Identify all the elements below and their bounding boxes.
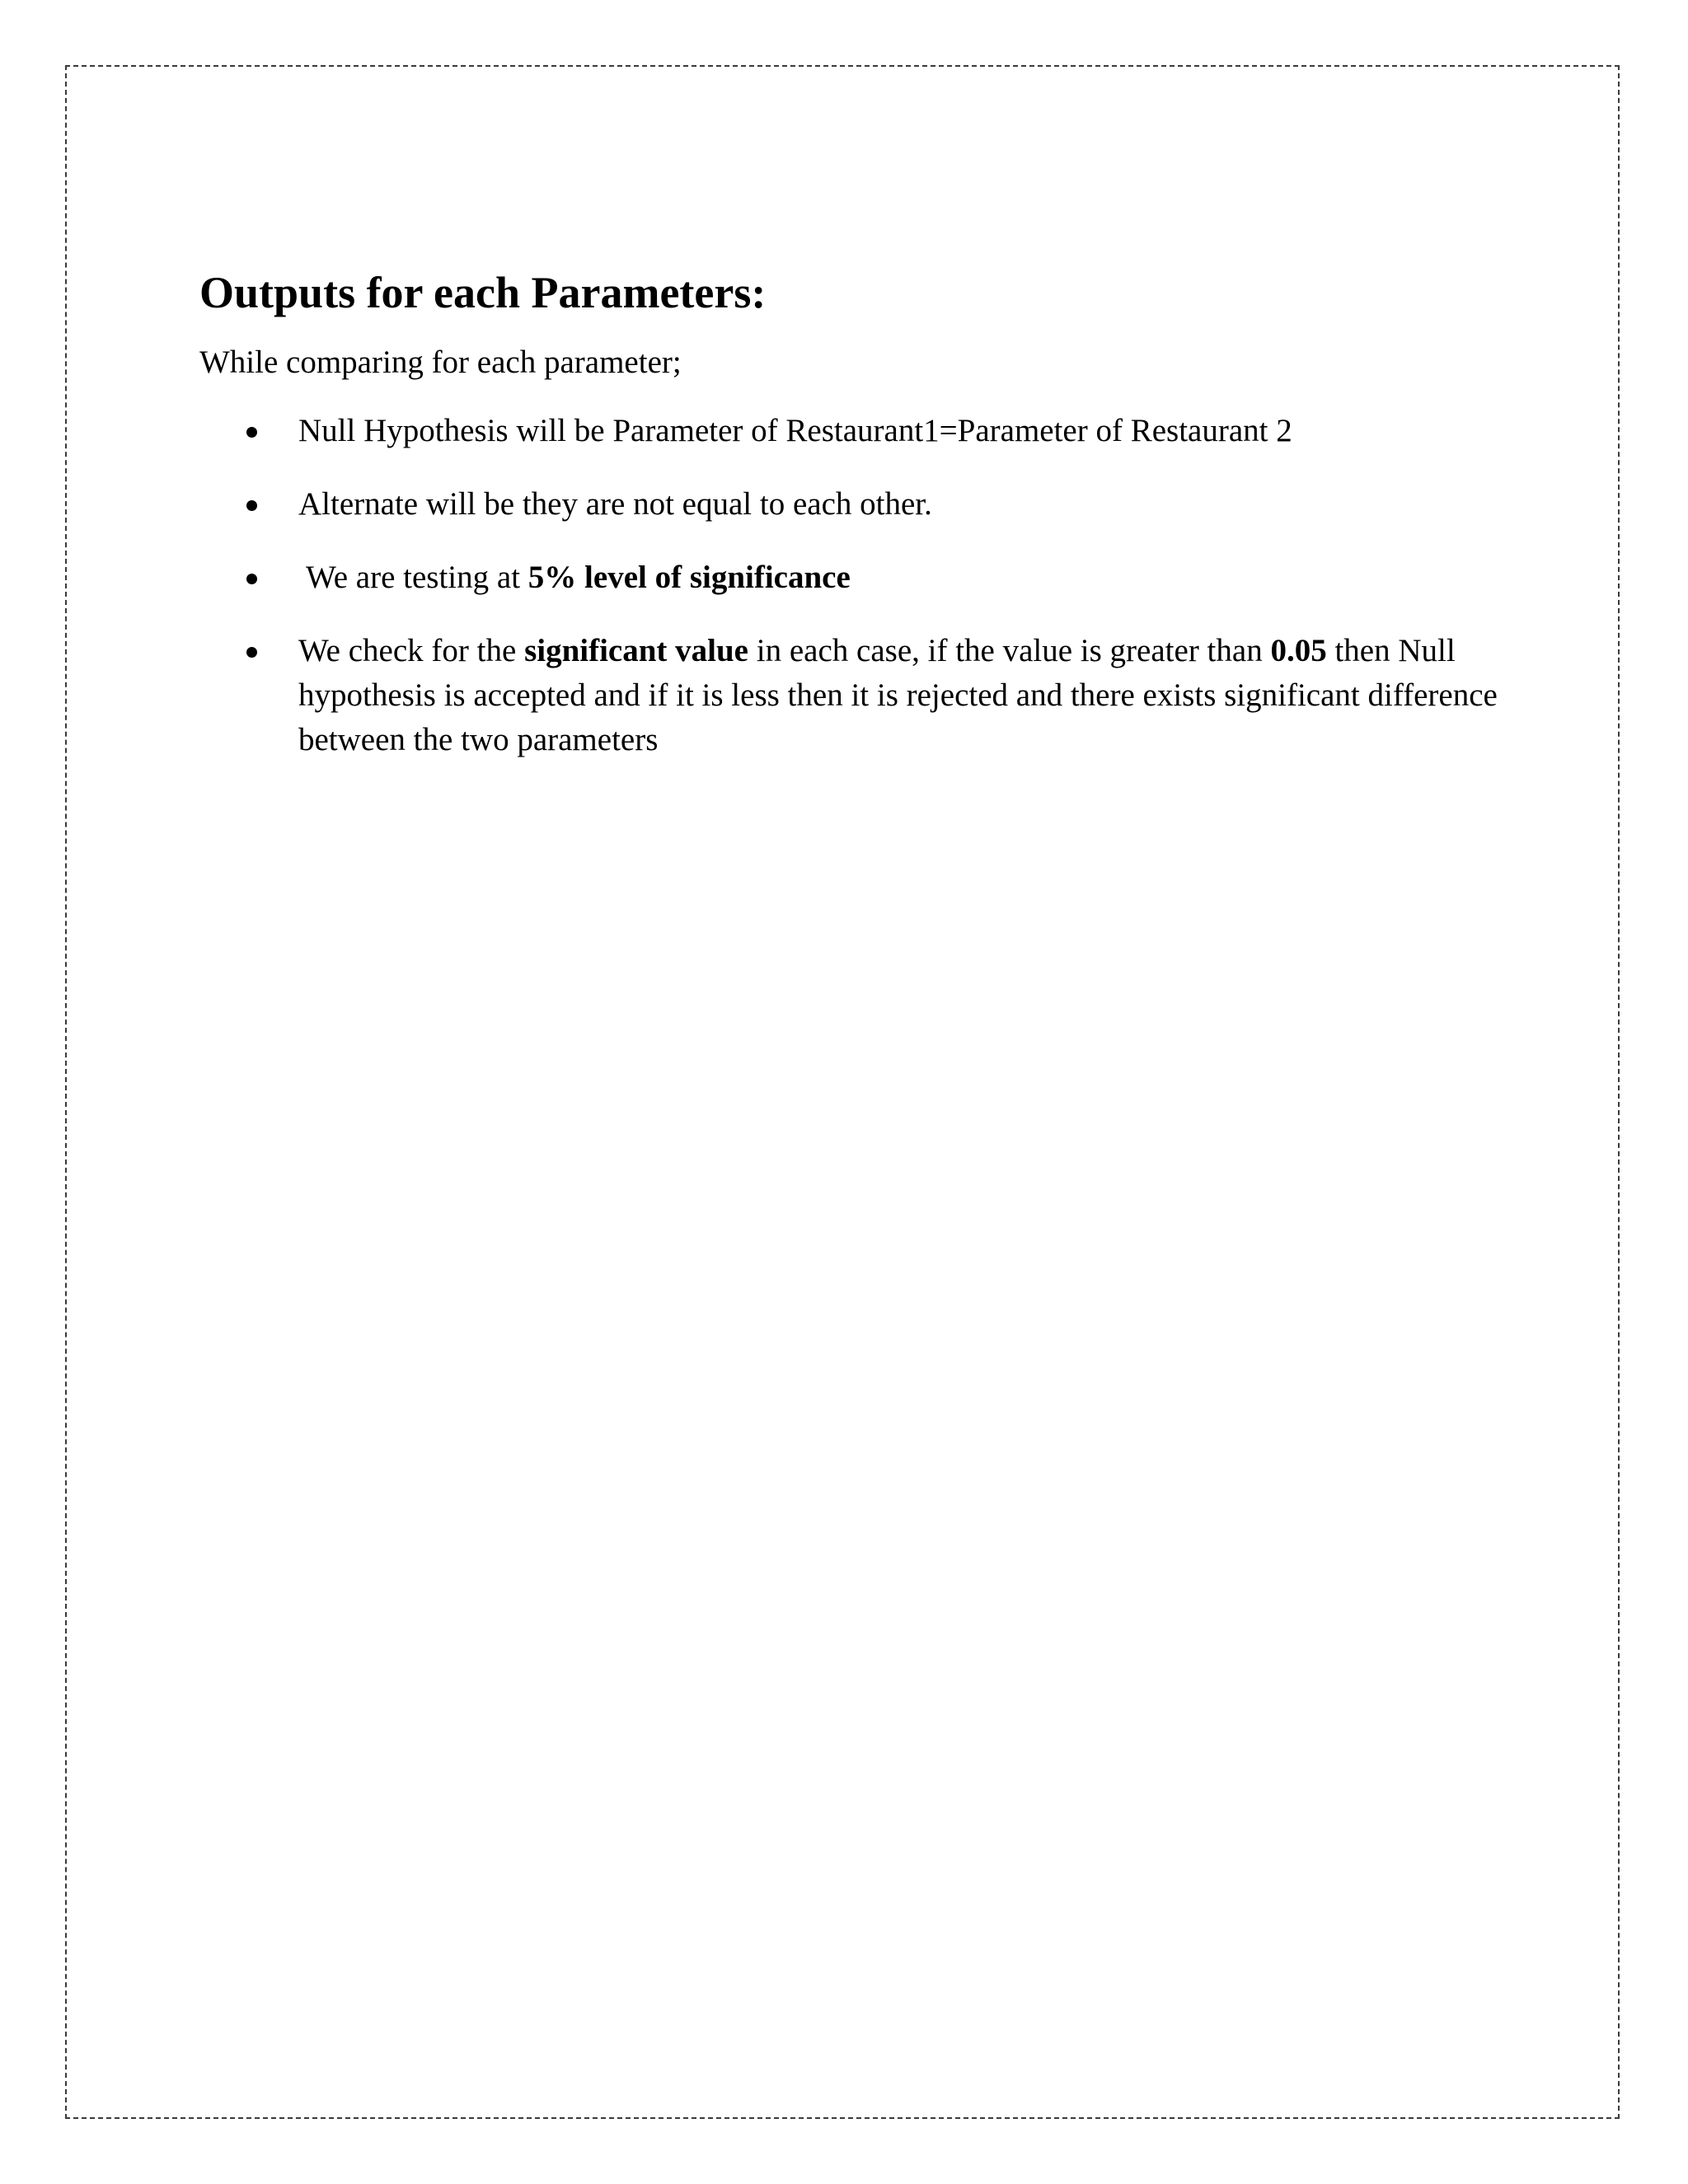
bullet-text-bold: 0.05 xyxy=(1270,633,1327,668)
document-body xyxy=(199,265,1502,791)
list-item xyxy=(199,555,1502,600)
bullet-icon xyxy=(246,427,257,438)
bullet-text-pre: We check for the xyxy=(298,633,525,668)
bullet-text-bold: significant value xyxy=(524,633,748,668)
bullet-icon xyxy=(246,647,257,658)
bullet-icon xyxy=(246,500,257,511)
bullet-text-mid: in each case, if the value is greater than xyxy=(748,633,1271,668)
bullet-text-post: then Null hypothesis is accepted and if it is less then it is rejected and there exists significant difference between the two parameters xyxy=(298,633,1498,757)
bullet-text-pre: We are testing at xyxy=(298,560,528,595)
bullet-icon xyxy=(246,574,257,584)
list-item xyxy=(199,482,1502,527)
page-title: Outputs for each Parameters: xyxy=(199,268,767,317)
intro-paragraph: While comparing for each parameter; xyxy=(199,344,682,380)
list-item xyxy=(199,629,1502,762)
bullet-list xyxy=(199,409,1502,762)
list-item xyxy=(199,409,1502,453)
bullet-text: Null Hypothesis will be Parameter of Restaurant1=Parameter of Restaurant 2 xyxy=(298,413,1292,448)
bullet-text-bold: 5% level of significance xyxy=(528,560,851,595)
bullet-text: Alternate will be they are not equal to each other. xyxy=(298,486,932,522)
